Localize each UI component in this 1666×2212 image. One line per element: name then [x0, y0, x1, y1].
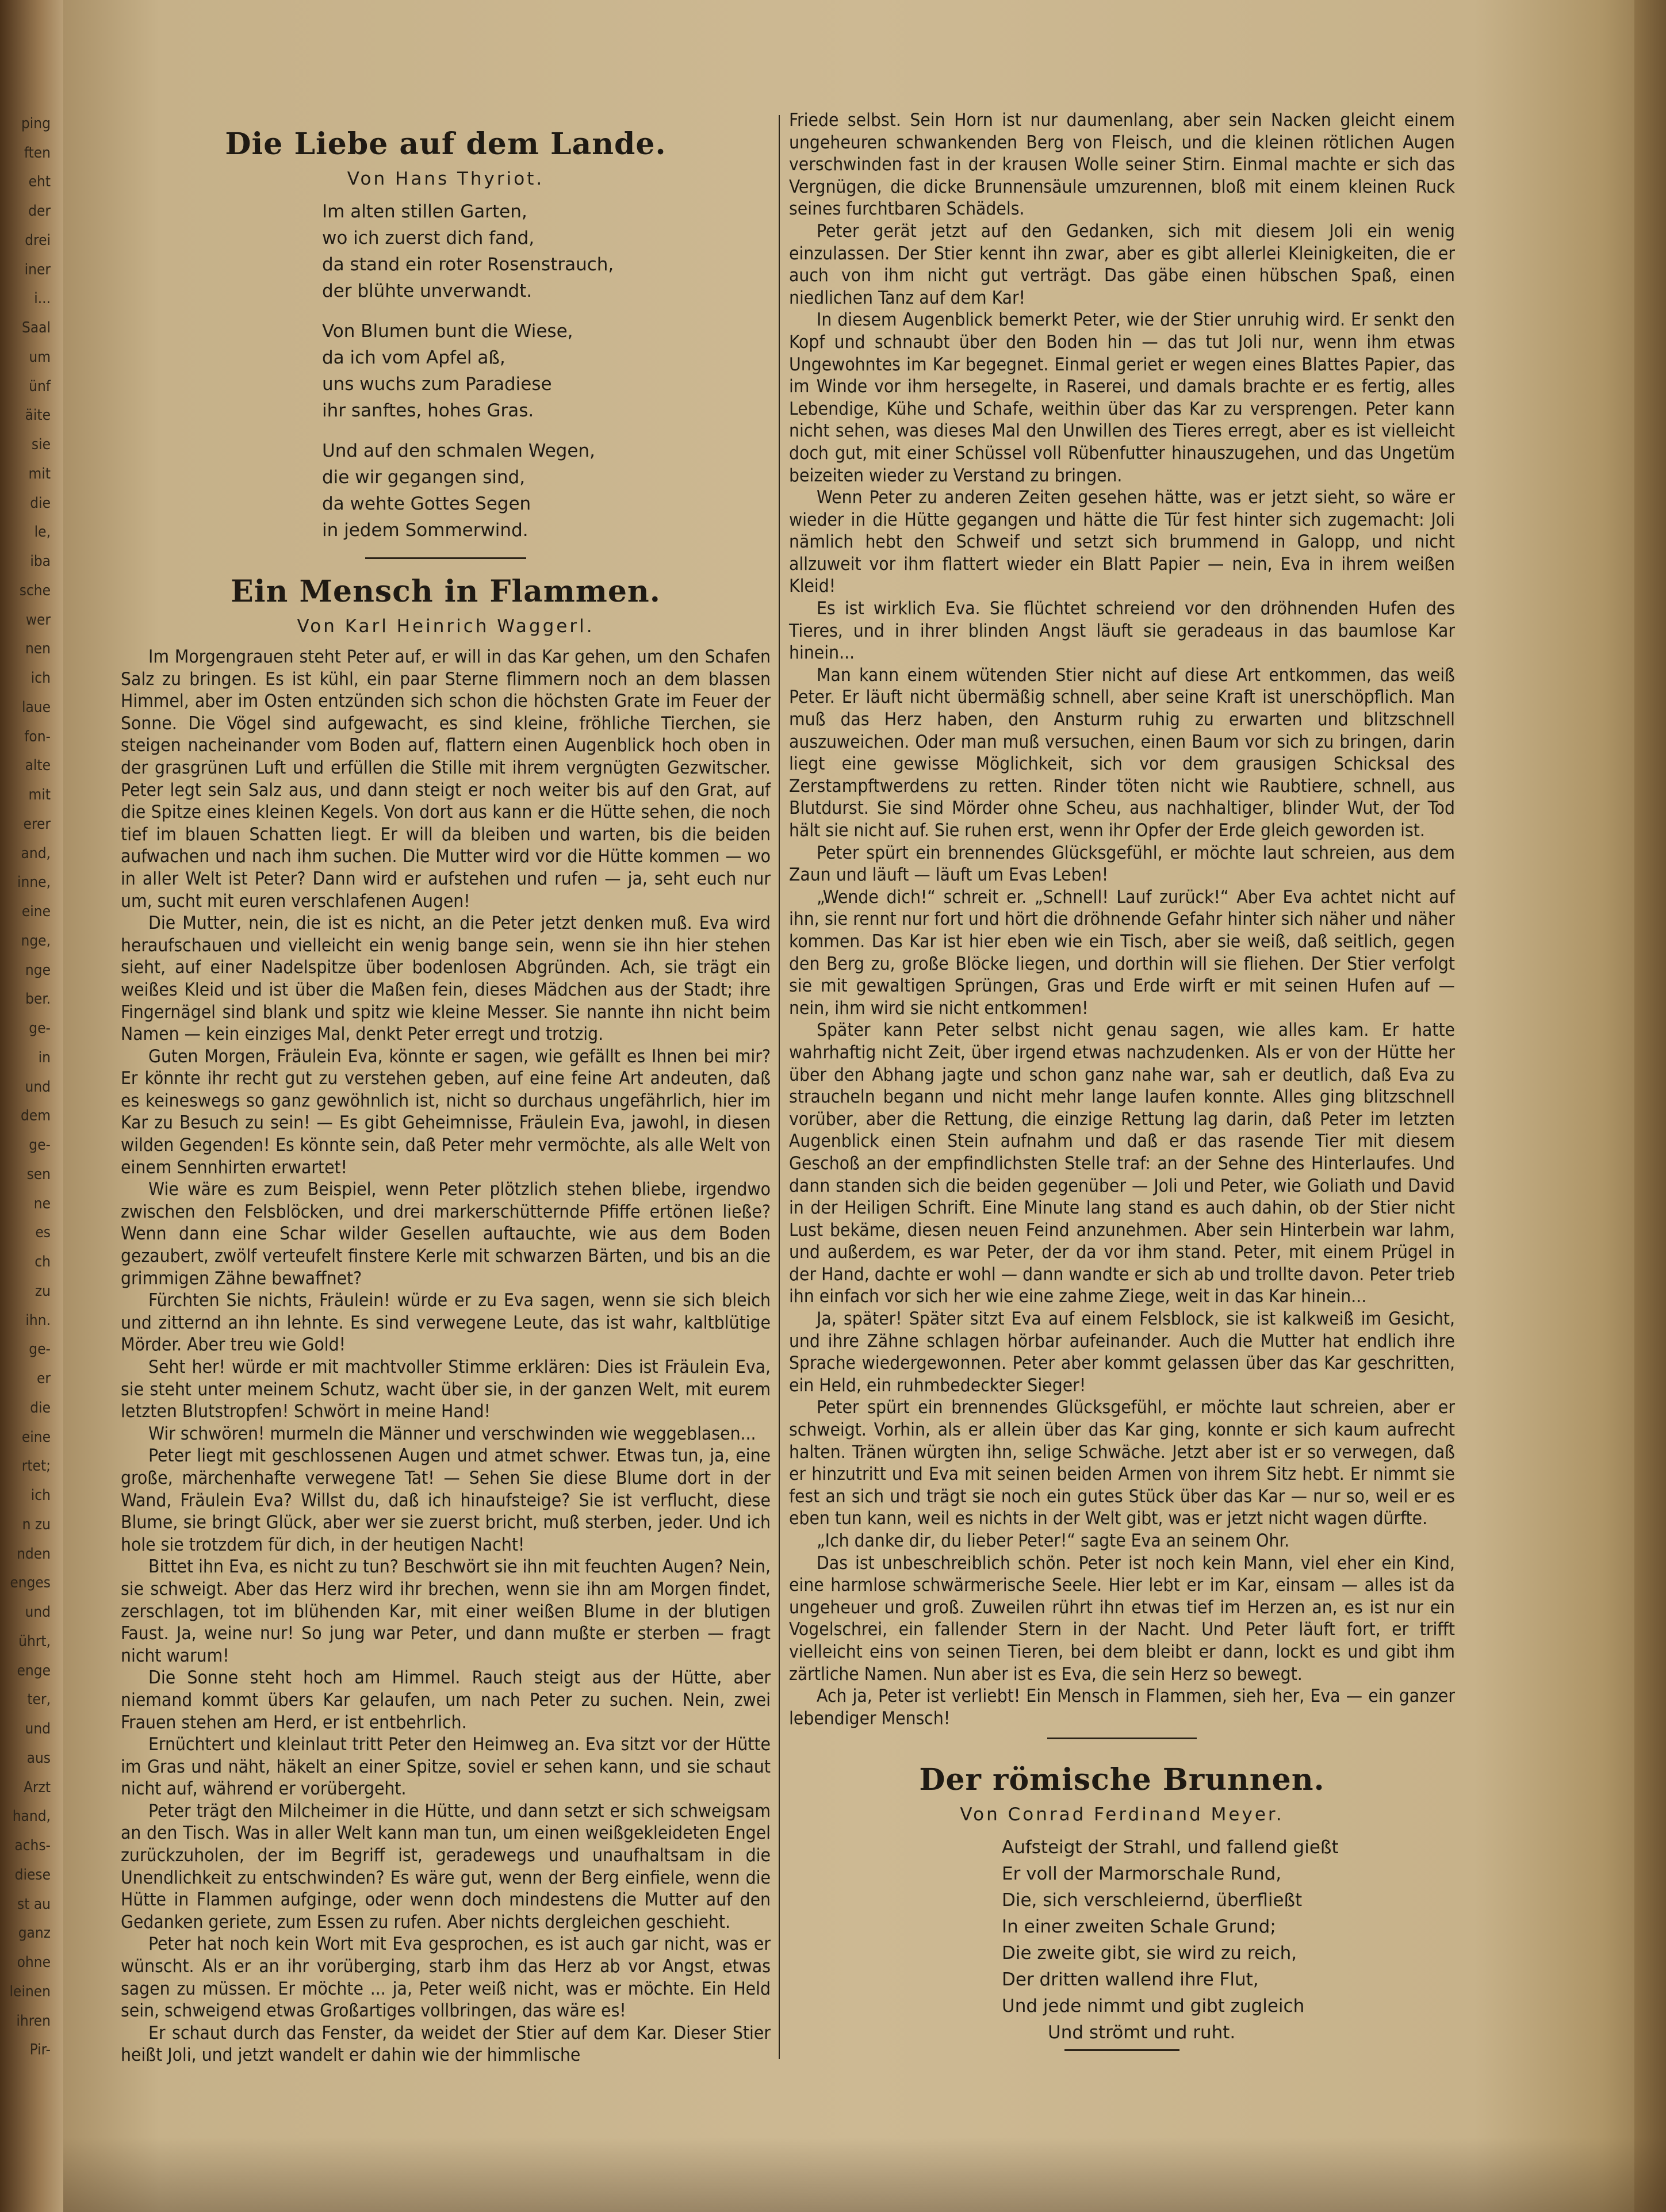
story-right-text: [789, 109, 1455, 1729]
story-paragraph: Das ist unbeschreiblich schön. Peter ist noch kein Mann, viel eher ein Kind, eine harmlose schwärmerische Seele. Hier lebt er im Kar, einsam — alles ist da ungeheuer und groß. Zuweilen rührt ihn etwas tief im Herzen an, es ist nur ein Vogelschrei, ein fallender Stern in der Nacht. Und Peter läuft fort, er trifft vielleicht eins von seinen Tieren, bei dem bleibt er dann, lockt es und gibt ihm zärtliche Namen. Nun aber ist es Eva, die sein Herz so bewegt.: [789, 1552, 1455, 1685]
margin-fragment: mit: [28, 786, 51, 804]
poem-line: da wehte Gottes Segen: [322, 493, 531, 514]
poem-line: ihr sanftes, hohes Gras.: [322, 400, 534, 421]
story-paragraph: Ernüchtert und kleinlaut tritt Peter den Heimweg an. Eva sitzt vor der Hütte im Gras und näht, häkelt an einer Spitze, soviel er sehen kann, und sie schaut nicht auf, während er vorübergeht.: [121, 1734, 771, 1800]
poem1-stanza: [322, 318, 771, 424]
poem1-stanza: [322, 438, 771, 544]
margin-fragment: ge-: [29, 1341, 51, 1358]
poem-line: Von Blumen bunt die Wiese,: [322, 321, 573, 342]
story-end-rule: [1047, 1738, 1197, 1739]
margin-fragment: ge-: [29, 1136, 51, 1154]
margin-fragment: hand,: [12, 1808, 51, 1826]
poem-line: Und strömt und ruht.: [1048, 2022, 1236, 2043]
poem-line: Und jede nimmt und gibt zugleich: [1002, 1996, 1305, 2017]
margin-fragment: laue: [21, 698, 51, 716]
margin-fragment: um: [29, 348, 51, 366]
story-paragraph: Peter gerät jetzt auf den Gedanken, sich mit diesem Joli ein wenig einzulassen. Der Stier kennt ihn zwar, aber es gibt allerlei Kleinigkeiten, die er auch von ihm nicht gut verträgt. Das gäbe einen hübschen Spaß, einen niedlichen Tanz auf dem Kar!: [789, 220, 1455, 308]
story-paragraph: Ja, später! Später sitzt Eva auf einem Felsblock, sie ist kalkweiß im Gesicht, und ihre Zähne schlagen hörbar aufeinander. Auch die Mutter hat endlich ihre Sprache wiedergewonnen. Peter aber kommt gelassen über das Kar geschritten, ein Held, ein ruhmbedeckter Sieger!: [789, 1308, 1455, 1396]
story-paragraph: „Ich danke dir, du lieber Peter!“ sagte Eva an seinem Ohr.: [817, 1530, 1290, 1551]
poem-line: da stand ein roter Rosenstrauch,: [322, 254, 614, 275]
poem1-byline: Von Hans Thyriot.: [347, 169, 545, 189]
margin-fragment: enge: [17, 1662, 51, 1679]
story-paragraph: Die Sonne steht hoch am Himmel. Rauch steigt aus der Hütte, aber niemand kommt übers Kar gelaufen, um nach Peter zu suchen. Nein, zwei Frauen stehen am Herd, er ist entbehrlich.: [121, 1667, 771, 1733]
poem-line: Aufsteigt der Strahl, und fallend gießt: [1002, 1837, 1339, 1858]
story-paragraph: Bittet ihn Eva, es nicht zu tun? Beschwört sie ihn mit feuchten Augen? Nein, sie schweigt. Aber das Herz wird ihr brechen, wenn sie ihn am Morgen findet, zerschlagen, tot im blühenden Kar, mit einer weißen Blume in der blutigen Faust. Ja, weine nur! So jung war Peter, und dann mußte er sterben — fragt nicht warum!: [121, 1556, 771, 1666]
margin-fragment: aus: [26, 1749, 51, 1767]
margin-fragment: Pir-: [29, 2041, 51, 2059]
margin-fragment: ünf: [29, 377, 51, 395]
margin-fragment: iner: [24, 261, 51, 278]
margin-fragment: st au: [17, 1895, 51, 1913]
margin-fragment: ich: [30, 1487, 51, 1505]
margin-fragment: sche: [19, 581, 51, 599]
story-paragraph: Es ist wirklich Eva. Sie flüchtet schreiend vor den dröhnenden Hufen des Tieres, und in ihrer blinden Angst läuft sie geradeaus in das baumlose Kar hinein...: [789, 598, 1455, 664]
margin-fragment: mit: [28, 465, 51, 483]
poem2-byline: Von Conrad Ferdinand Meyer.: [960, 1804, 1284, 1826]
margin-fragment: leinen: [9, 1983, 51, 2000]
right-column: [789, 109, 1455, 2066]
margin-fragment: es: [35, 1224, 51, 1242]
story-paragraph: Peter liegt mit geschlossenen Augen und atmet schwer. Etwas tun, ja, eine große, märchenhafte verwegene Tat! — Sehen Sie diese Blume dort in der Wand, Fräulein Eva? Willst du, daß ich hinaufsteige? Sie ist verflucht, diese Blume, sie bringt Glück, aber wer sie zuerst bricht, muß sterben, jeder. Und ich hole sie trotzdem für dich, in der heutigen Nacht!: [121, 1445, 771, 1555]
story-paragraph: Guten Morgen, Fräulein Eva, könnte er sagen, wie gefällt es Ihnen bei mir? Er könnte ihr recht gut zu verstehen geben, auf eine feine Art andeuten, daß es keineswegs so ganz gewöhnlich ist, nicht so durchaus ungefährlich, hier im Kar zu Besuch zu sein! — Es gibt Geheimnisse, Fräulein Eva, jawohl, in diesen wilden Gegenden! Es könnte sein, daß Peter mehr vermöchte, als alle Welt von einem Sennhirten erwartet!: [121, 1046, 771, 1178]
margin-fragment: fon-: [24, 728, 51, 745]
story-paragraph: Wie wäre es zum Beispiel, wenn Peter plötzlich stehen bliebe, irgendwo zwischen den Felsblöcken, und drei markerschütternde Pfiffe ertönen ließe? Wenn dann eine Schar wilder Gesellen auftauchte, wie aus dem Boden gezaubert, zwölf verteufelt finstere Kerle mit schwarzen Bärten, und bis an die grimmigen Zähne bewaffnet?: [121, 1179, 771, 1289]
section-rule: [365, 557, 526, 559]
margin-fragment: ge-: [29, 1020, 51, 1038]
margin-fragment: nen: [25, 640, 51, 658]
poem-line: Die zweite gibt, sie wird zu reich,: [1002, 1943, 1297, 1964]
margin-fragment: sen: [26, 1165, 51, 1183]
margin-fragment: ohne: [17, 1954, 51, 1971]
margin-fragment: eine: [21, 1428, 51, 1446]
story-paragraph: „Wende dich!“ schreit er. „Schnell! Lauf zurück!“ Aber Eva achtet nicht auf ihn, sie rennt nur fort und hört die dröhnende Gefahr hinter sich näher und näher kommen. Das Kar ist hier eben wie ein Tisch, aber sie weiß, daß seitlich, gegen den Berg zu, große Blöcke liegen, und dorthin will sie fliehen. Der Stier verfolgt sie mit gewaltigen Sprüngen, Gras und Erde wirft er mit seinen Hufen auf — nein, ihm wird sie nicht entkommen!: [789, 886, 1455, 1019]
poem-line: uns wuchs zum Paradiese: [322, 374, 552, 395]
margin-fragment: zu: [35, 1282, 51, 1300]
margin-fragment: Arzt: [23, 1778, 51, 1796]
margin-fragment: und: [25, 1078, 51, 1096]
margin-fragment: eine: [21, 903, 51, 921]
margin-fragment: nden: [17, 1545, 51, 1563]
margin-fragment: er: [36, 1370, 51, 1388]
margin-fragment: und: [25, 1603, 51, 1621]
margin-fragment: ich: [30, 669, 51, 687]
poem-line: die wir gegangen sind,: [322, 467, 526, 488]
margin-fragment: iba: [30, 553, 51, 571]
margin-fragment: nge: [25, 961, 51, 979]
poem-line: Der dritten wallend ihre Flut,: [1002, 1969, 1259, 1991]
poem-line: Und auf den schmalen Wegen,: [322, 441, 595, 461]
margin-fragment: ber.: [25, 990, 51, 1008]
left-column: [121, 109, 771, 2066]
margin-fragment: ihn.: [25, 1311, 51, 1329]
margin-fragment: enges: [10, 1574, 51, 1592]
story-paragraph: Wenn Peter zu anderen Zeiten gesehen hätte, was er jetzt sieht, so wäre er wieder in die Hütte gegangen und hätte die Tür fest hinter sich zugemacht: Joli nämlich hebt den Schweif und setzt sich brummend in Galopp, und nicht allzuweit vor ihm flattert wieder ein Blatt Papier — nein, Eva in ihrem weißen Kleid!: [789, 487, 1455, 597]
column-divider: [779, 115, 780, 2059]
margin-fragment: ter,: [27, 1691, 51, 1709]
margin-fragment: ganz: [18, 1924, 51, 1942]
story-title: Ein Mensch in Flammen.: [231, 574, 661, 609]
margin-fragment: und: [25, 1720, 51, 1738]
page-right-edge: [1634, 0, 1666, 2212]
margin-fragment: ührt,: [18, 1632, 51, 1650]
story-paragraph: Friede selbst. Sein Horn ist nur daumenlang, aber sein Nacken gleicht einem ungeheuren schwankenden Berg von Fleisch, und die kleinen rötlichen Augen verschwinden fast in der krausen Wolle seiner Stirn. Einmal machte er sich das Vergnügen, die dicke Brunnensäule umzurennen, bloß mit einem kleinen Ruck seines furchtbaren Schädels.: [789, 110, 1455, 220]
margin-fragment: ne: [33, 1195, 51, 1212]
margin-fragment: äite: [25, 407, 51, 424]
poem-line: Er voll der Marmorschale Rund,: [1002, 1863, 1282, 1885]
story-paragraph: Im Morgengrauen steht Peter auf, er will in das Kar gehen, um den Schafen Salz zu bringen. Es ist kühl, ein paar Sterne flimmern noch an dem blassen Himmel, aber im Osten entzünden sich schon die höchsten Grate im Feuer der Sonne. Die Vögel sind aufgewacht, es sind kleine, fröhliche Tierchen, sie steigen nacheinander vom Boden auf, flattern einen Augenblick hoch oben in der grasgrünen Luft und erfüllen die Stille mit ihrem vergnügten Gezwitscher. Peter legt sein Salz aus, und dann steigt er noch weiter bis auf den Grat, auf die Spitze eines kleinen Kegels. Von dort aus kann er die Hütte sehen, die noch tief im blauen Schatten liegt. Er will da bleiben und warten, bis die beiden aufwachen und nach ihm suchen. Die Mutter wird vor die Hütte kommen — wo in aller Welt ist Peter? Dann wird er aufstehen und rufen — ja, seht euch nur um, sucht mit euren verschlafenen Augen!: [121, 646, 771, 912]
poem-line: der blühte unverwandt.: [322, 281, 533, 301]
margin-fragment: le,: [34, 523, 51, 541]
story-paragraph: Die Mutter, nein, die ist es nicht, an die Peter jetzt denken muß. Eva wird heraufschauen und vielleicht ein wenig bange sein, wenn sie ihn hier stehen sieht, auf einer Nadelspitze über bodenlosen Abgründen. Ach, sie trägt ein weißes Kleid und ist über die Maßen fein, dieses Mädchen aus der Stadt; ihre Fingernägel sind blank und spitz wie kleine Messer. Sie nannte ihn nicht beim Namen — kein einziges Mal, denkt Peter erregt und trotzig.: [121, 913, 771, 1045]
poem2-body: [1002, 1834, 1455, 2046]
story-paragraph: Ach ja, Peter ist verliebt! Ein Mensch in Flammen, sieh her, Eva — ein ganzer lebendiger Mensch!: [789, 1686, 1455, 1729]
margin-fragment: die: [30, 1399, 51, 1417]
margin-fragment: inne,: [17, 874, 51, 891]
poem-line: Im alten stillen Garten,: [322, 201, 527, 222]
poem-line: In einer zweiten Schale Grund;: [1002, 1916, 1276, 1938]
margin-fragment: ften: [24, 144, 51, 162]
poem-line: da ich vom Apfel aß,: [322, 347, 505, 368]
poem-line: in jedem Sommerwind.: [322, 520, 528, 541]
margin-fragment: erer: [23, 815, 51, 833]
page-shadow: [63, 2137, 1666, 2212]
poem1-stanza: [322, 198, 771, 304]
story-paragraph: Wir schwören! murmeln die Männer und verschwinden wie weggeblasen...: [148, 1423, 756, 1444]
poem1-body: [322, 198, 771, 544]
margin-fragment: nge,: [21, 932, 51, 950]
margin-fragment: ihren: [16, 2012, 51, 2030]
margin-fragment: n zu: [22, 1516, 51, 1533]
margin-fragment: die: [30, 494, 51, 512]
story-paragraph: Später kann Peter selbst nicht genau sagen, wie alles kam. Er hatte wahrhaftig nicht Zeit, über irgend etwas nachzudenken. Als er von der Hütte her über den Abhang jagte und schon ganz nahe war, sah er deutlich, daß Eva zu straucheln begann und nicht mehr lange laufen konnte. Alles ging blitzschnell vorüber, aber die Rettung, die einzige Rettung lag darin, daß Peter im letzten Augenblick einen Stein aufnahm und daß er das rasende Tier mit diesem Geschoß an der empfindlichsten Stelle traf: an der Sehne des Hinterlaufes. Und dann standen sich die beiden gegenüber — Joli und Peter, wie Goliath und David in der Heiligen Schrift. Eine Minute lang stand es auch dahin, ob der Stier nicht Lust bekäme, diesen neuen Feind anzunehmen. Aber sein Hinterbein war lahm, und außerdem, es war Peter, der da vor ihm stand. Peter, mit einem Prügel in der Hand, dachte er wohl — dann wandte er sich ab und trollte davon. Peter trieb ihn einfach vor sich her wie eine zahme Ziege, weit in das Kar hinein...: [789, 1020, 1455, 1307]
margin-fragment: ch: [35, 1253, 51, 1271]
story-left-text: [121, 646, 771, 2066]
margin-fragment: drei: [25, 231, 51, 249]
story-paragraph: Fürchten Sie nichts, Fräulein! würde er zu Eva sagen, wenn sie sich bleich und zitternd an ihn lehnte. Es sind verwegene Leute, das ist wahr, kaltblütige Mörder. Aber treu wie Gold!: [121, 1290, 771, 1356]
story-paragraph: Er schaut durch das Fenster, da weidet der Stier auf dem Kar. Dieser Stier heißt Joli, und jetzt wandelt er dahin wie der himmlische: [121, 2022, 771, 2066]
margin-fragment: diese: [14, 1866, 51, 1884]
margin-fragment: eht: [28, 173, 51, 191]
margin-fragment: ping: [21, 115, 51, 132]
margin-fragment: achs-: [14, 1837, 51, 1855]
margin-fragment: and,: [21, 844, 51, 862]
poem2-end-rule: [1064, 2049, 1179, 2051]
margin-fragment: der: [28, 202, 51, 220]
margin-fragment: sie: [31, 436, 51, 454]
margin-fragment: i...: [34, 290, 51, 308]
story-paragraph: Peter trägt den Milcheimer in die Hütte, und dann setzt er sich schweigsam an den Tisch. Was in aller Welt kann man tun, um einen weißgekleideten Engel zurückzuholen, der im Begriff ist, geradewegs und unaufhaltsam in die Unendlichkeit zu entschwinden? Es wäre gut, wenn der Berg einfiele, wenn die Hütte in Flammen aufginge, oder wenn doch mindestens die Mutter auf den Gedanken geriete, zum Essen zu rufen. Aber nichts dergleichen geschieht.: [121, 1800, 771, 1932]
story-paragraph: Seht her! würde er mit machtvoller Stimme erklären: Dies ist Fräulein Eva, sie steht unter meinem Schutz, wacht über sie, in der ganzen Welt, mit eurem letzten Blutstropfen! Schwört in meine Hand!: [121, 1357, 771, 1422]
story-byline: Von Karl Heinrich Waggerl.: [297, 616, 595, 637]
story-paragraph: Peter spürt ein brennendes Glücksgefühl, er möchte laut schreien, aber er schweigt. Vorhin, als er allein über das Kar ging, konnte er sich kaum aufrecht halten. Tränen würgten ihn, selige Schwäche. Jetzt aber ist er so verwegen, daß er hinzutritt und Eva mit seinen beiden Armen von ihrem Sitz hebt. Er nimmt sie fest an sich und trägt sie noch ein gutes Stück über das Kar — nur so, weil er es eben tun kann, weil es nichts in der Welt gibt, was er jetzt nicht wagen dürfte.: [789, 1397, 1455, 1529]
margin-fragment: dem: [20, 1107, 51, 1125]
margin-fragment: in: [38, 1048, 51, 1066]
story-paragraph: Peter spürt ein brennendes Glücksgefühl, er möchte laut schreien, aus dem Zaun und läuft — läuft um Evas Leben!: [789, 842, 1455, 886]
margin-fragment: rtet;: [21, 1457, 51, 1475]
poem-line: Die, sich verschleiernd, überfließt: [1002, 1890, 1303, 1911]
margin-fragment: alte: [25, 757, 51, 775]
story-paragraph: Man kann einem wütenden Stier nicht auf diese Art entkommen, das weiß Peter. Er läuft nicht übermäßig schnell, aber seine Kraft ist unerschöpflich. Man muß das Herz haben, den Ansturm ruhig zu erwarten und blitzschnell auszuweichen. Oder man muß versuchen, einen Baum vor sich zu bringen, darin liegt eine gewisse Möglichkeit, sich vor dem grausigen Schicksal des Zerstampftwerdens zu retten. Rinder töten nicht wie Raubtiere, schnell, aus Blutdurst. Sie sind Mörder ohne Scheu, aus nachhaltiger, blinder Wut, der Tod hält sie nicht auf. Sie ruhen erst, wenn ihr Opfer der Erde gleich geworden ist.: [789, 664, 1455, 841]
margin-fragment: Saal: [21, 319, 51, 337]
poem2-title: Der römische Brunnen.: [919, 1762, 1325, 1798]
previous-page-edge: [0, 0, 52, 2212]
poem1-title: Die Liebe auf dem Lande.: [225, 127, 667, 162]
margin-fragment: wer: [25, 611, 51, 629]
poem-line: wo ich zuerst dich fand,: [322, 228, 535, 248]
story-paragraph: Peter hat noch kein Wort mit Eva gesprochen, es ist auch gar nicht, was er wünscht. Als er an ihr vorüberging, starb ihm das Herz ab vor Angst, etwas sagen zu müssen. Er möchte ... ja, Peter weiß nicht, was er möchte. Ein Held sein, schweigend etwas Großartiges vollbringen, das wäre es!: [121, 1934, 771, 2022]
story-paragraph: In diesem Augenblick bemerkt Peter, wie der Stier unruhig wird. Er senkt den Kopf und schnaubt über den Boden hin — das tut Joli nur, wenn ihm etwas Ungewohntes im Kar begegnet. Einmal geriet er wegen eines Blattes Papier, das im Winde vor ihm hersegelte, in Raserei, und damals brachte er es fertig, alles Lebendige, Kühe und Schafe, weithin über das Kar zu versprengen. Peter kann nicht sehen, was dieses Mal den Unwillen des Tieres erregt, aber es ist vielleicht doch gut, mit einer Schüssel voll Rübenfutter hinauszugehen, und das Ungetüm beizeiten wieder zu Verstand zu bringen.: [789, 309, 1455, 486]
